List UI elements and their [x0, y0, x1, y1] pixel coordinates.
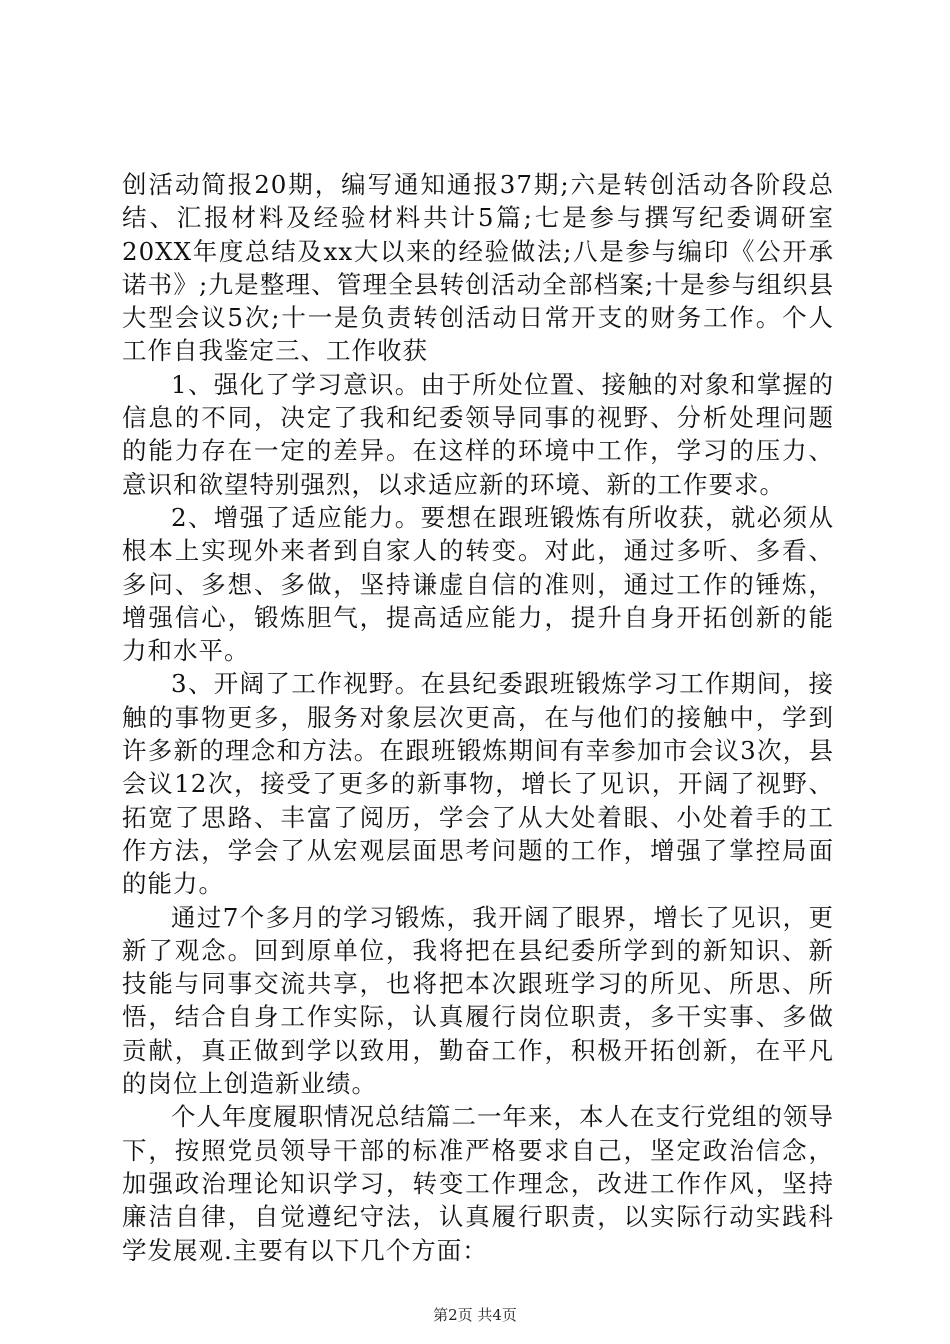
- paragraph-4: 3、开阔了工作视野。在县纪委跟班锻炼学习工作期间，接触的事物更多，服务对象层次更高，在与他们的接触中，学到许多新的理念和方法。在跟班锻炼期间有幸参加市会议3次，县会议12次，接受了更多的新事物，增长了见识，开阔了视野、拓宽了思路、丰富了阅历，学会了从大处着眼、小处着手的工作方法，学会了从宏观层面思考问题的工作，增强了掌控局面的能力。: [122, 669, 834, 899]
- paragraph-6: 个人年度履职情况总结篇二一年来，本人在支行党组的领导下，按照党员领导干部的标准严格要求自己，坚定政治信念，加强政治理论知识学习，转变工作理念，改进工作作风，坚持廉洁自律，自觉遵纪守法，认真履行职责，以实际行动实践科学发展观.主要有以下几个方面：: [122, 1102, 834, 1265]
- paragraph-3: 2、增强了适应能力。要想在跟班锻炼有所收获，就必须从根本上实现外来者到自家人的转变。对此，通过多听、多看、多问、多想、多做，坚持谦虚自信的准则，通过工作的锤炼，增强信心，锻炼胆气，提高适应能力，提升自身开拓创新的能力和水平。: [122, 502, 834, 666]
- page-number-footer: 第2页 共4页: [433, 1306, 517, 1324]
- paragraph-1: 创活动简报20期，编写通知通报37期;六是转创活动各阶段总结、汇报材料及经验材料共计5篇;七是参与撰写纪委调研室20XX年度总结及xx大以来的经验做法;八是参与编印《公开承诺书》;九是整理、管理全县转创活动全部档案;十是参与组织县大型会议5次;十一是负责转创活动日常开支的财务工作。个人工作自我鉴定三、工作收获: [122, 170, 834, 366]
- document-body: [122, 168, 834, 1267]
- paragraph-5: 通过7个多月的学习锻炼，我开阔了眼界，增长了见识，更新了观念。回到原单位，我将把在县纪委所学到的新知识、新技能与同事交流共享，也将把本次跟班学习的所见、所思、所悟，结合自身工作实际，认真履行岗位职责，多干实事、多做贡献，真正做到学以致用，勤奋工作，积极开拓创新，在平凡的岗位上创造新业绩。: [122, 902, 834, 1099]
- paragraph-2: 1、强化了学习意识。由于所处位置、接触的对象和掌握的信息的不同，决定了我和纪委领导同事的视野、分析处理问题的能力存在一定的差异。在这样的环境中工作，学习的压力、意识和欲望特别强烈，以求适应新的环境、新的工作要求。: [122, 369, 834, 499]
